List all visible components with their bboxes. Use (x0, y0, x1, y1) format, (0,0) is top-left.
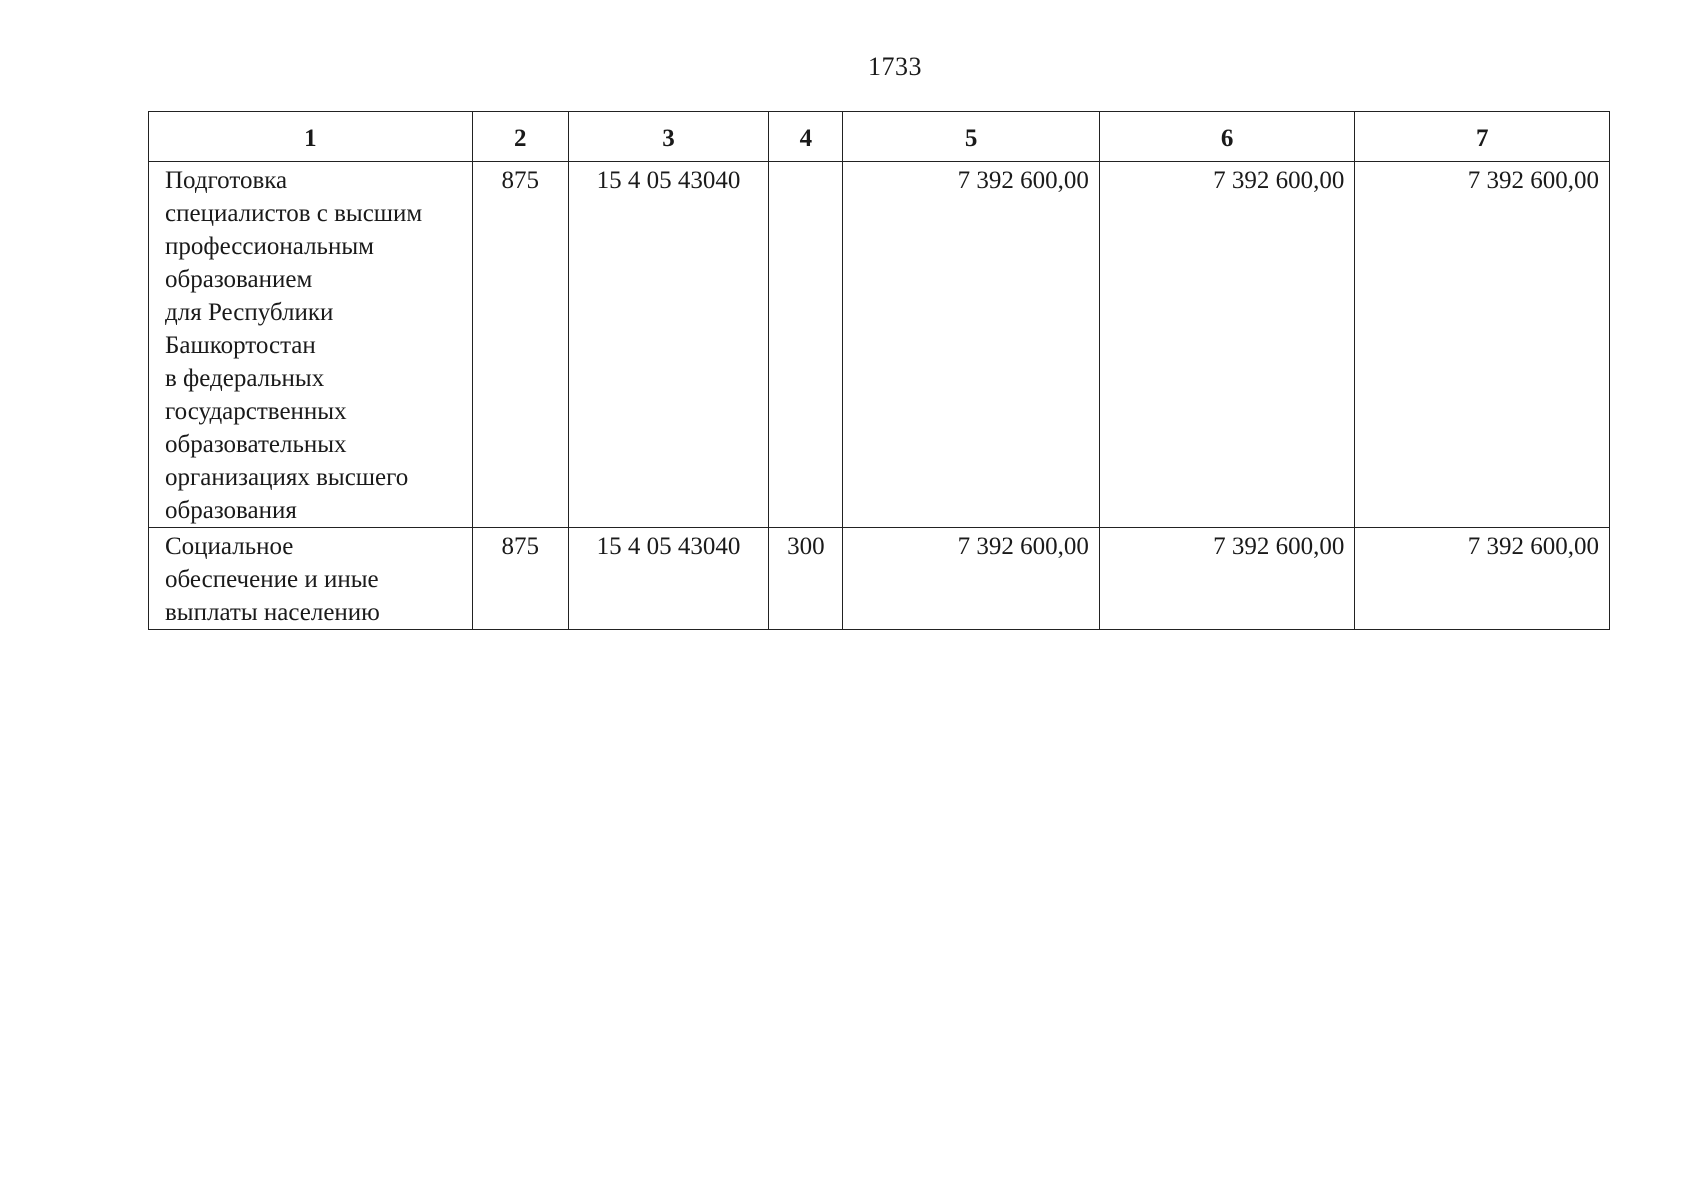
page-number: 1733 (868, 52, 922, 81)
row-col4-cell: 300 (769, 528, 843, 630)
column-header-5: 5 (843, 112, 1100, 162)
column-header-7: 7 (1355, 112, 1610, 162)
row-name-cell: Социальное обеспечение и иные выплаты населению (149, 528, 473, 630)
column-header-1: 1 (149, 112, 473, 162)
row-col2-cell: 875 (472, 162, 568, 528)
table-row (149, 162, 1610, 528)
column-header-3: 3 (568, 112, 768, 162)
row-col6-cell: 7 392 600,00 (1099, 162, 1355, 528)
row-col5-cell: 7 392 600,00 (843, 162, 1100, 528)
column-header-4: 4 (769, 112, 843, 162)
row-name-cell: Подготовка специалистов с высшим профессиональным образованием для Республики Башкортостан в федеральных государственных образовательных организациях высшего образования (149, 162, 473, 528)
column-header-6: 6 (1099, 112, 1355, 162)
column-header-2: 2 (472, 112, 568, 162)
table-header-row (149, 112, 1610, 162)
budget-table (148, 111, 1610, 630)
row-col6-cell: 7 392 600,00 (1099, 528, 1355, 630)
row-col3-cell: 15 4 05 43040 (568, 162, 768, 528)
row-col2-cell: 875 (472, 528, 568, 630)
row-col4-cell (769, 162, 843, 528)
row-col3-cell: 15 4 05 43040 (568, 528, 768, 630)
row-col7-cell: 7 392 600,00 (1355, 528, 1610, 630)
table-row (149, 528, 1610, 630)
row-col7-cell: 7 392 600,00 (1355, 162, 1610, 528)
row-col5-cell: 7 392 600,00 (843, 528, 1100, 630)
